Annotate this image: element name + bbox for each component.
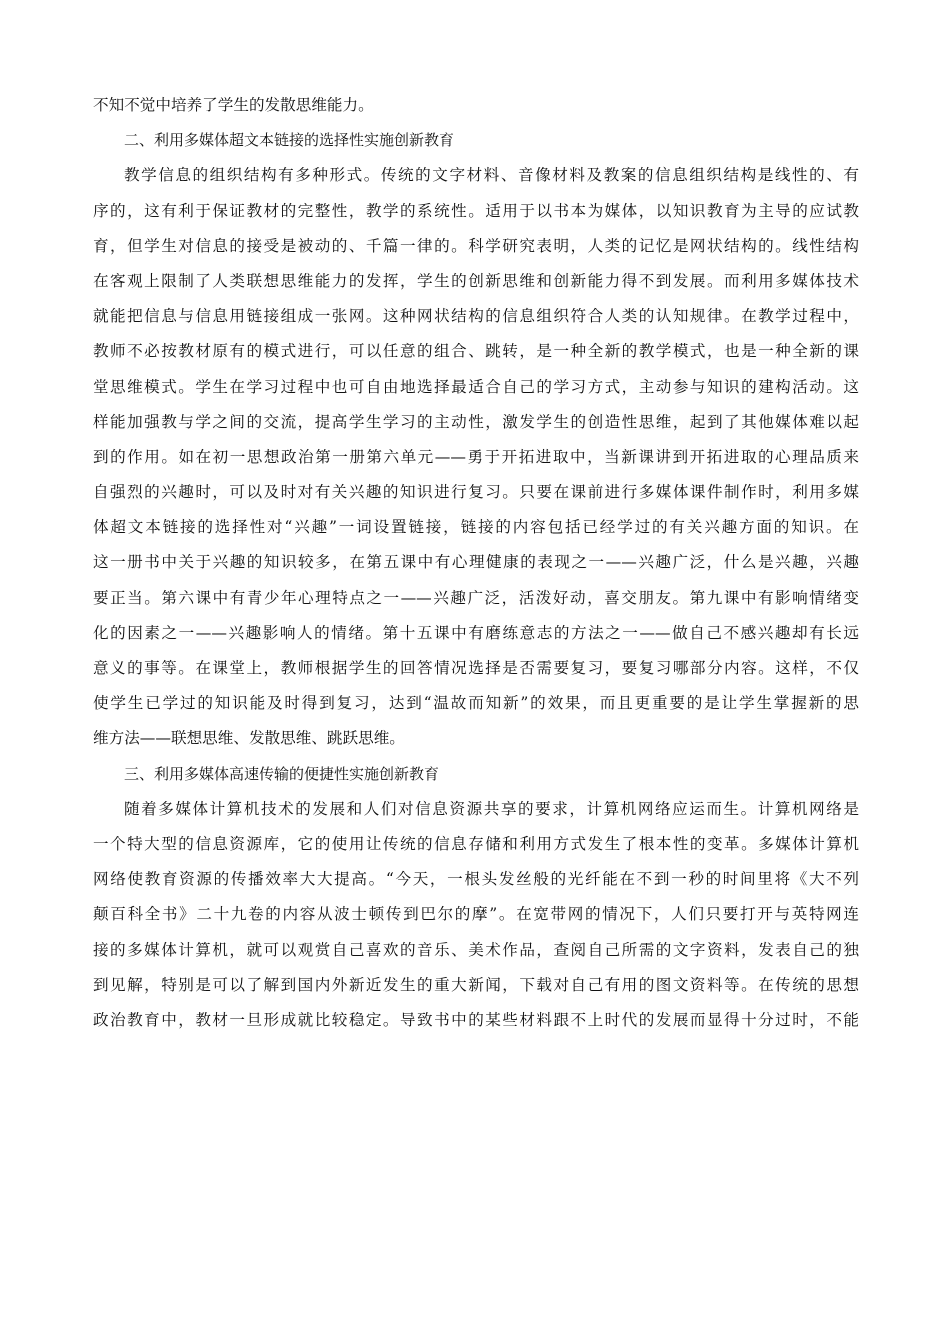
paragraph-last-line: 不知不觉中培养了学生的发散思维能力。 xyxy=(93,96,374,114)
text-line: 体超文本链接的选择性对“兴趣”一词设置链接，链接的内容包括已经学过的有关兴趣方面的知识。在 xyxy=(93,518,859,537)
paragraph-last-line: 维方法——联想思维、发散思维、跳跃思维。 xyxy=(93,729,405,748)
text-line: 到见解，特别是可以了解到国内外新近发生的重大新闻，下载对自己有用的图文资料等。在传统的思想 xyxy=(93,975,859,994)
text-line: 到的作用。如在初一思想政治第一册第六单元——勇于开拓进取中，当新课讲到开拓进取的心理品质来 xyxy=(93,447,859,466)
text-line: 这一册书中关于兴趣的知识较多，在第五课中有心理健康的表现之一——兴趣广泛，什么是兴趣，兴趣 xyxy=(93,553,859,572)
text-line: 堂思维模式。学生在学习过程中也可自由地选择最适合自己的学习方式，主动参与知识的建构活动。这 xyxy=(93,377,859,396)
text-line: 自强烈的兴趣时，可以及时对有关兴趣的知识进行复习。只要在课前进行多媒体课件制作时，利用多媒 xyxy=(93,483,859,502)
text-line: 使学生已学过的知识能及时得到复习，达到“温故而知新”的效果，而且更重要的是让学生掌握新的思 xyxy=(93,694,859,713)
text-line: 网络使教育资源的传播效率大大提高。“今天，一根头发丝般的光纤能在不到一秒的时间里将《大不列 xyxy=(93,870,859,889)
paragraph-first-line: 教学信息的组织结构有多种形式。传统的文字材料、音像材料及教案的信息组织结构是线性的、有 xyxy=(124,166,859,185)
text-line: 接的多媒体计算机，就可以观赏自己喜欢的音乐、美术作品，查阅自己所需的文字资料，发表自己的独 xyxy=(93,940,859,959)
text-line: 教师不必按教材原有的模式进行，可以任意的组合、跳转，是一种全新的教学模式，也是一种全新的课 xyxy=(93,342,859,361)
text-line: 意义的事等。在课堂上，教师根据学生的回答情况选择是否需要复习，要复习哪部分内容。这样，不仅 xyxy=(93,659,859,677)
section-heading: 三、利用多媒体高速传输的便捷性实施创新教育 xyxy=(124,764,440,783)
text-line: 化的因素之一——兴趣影响人的情绪。第十五课中有磨练意志的方法之一——做自己不感兴趣却有长远 xyxy=(93,623,859,642)
text-line: 就能把信息与信息用链接组成一张网。这种网状结构的信息组织符合人类的认知规律。在教学过程中， xyxy=(93,307,859,326)
text-line: 序的，这有利于保证教材的完整性，教学的系统性。适用于以书本为媒体，以知识教育为主导的应试教 xyxy=(93,201,859,220)
section-heading: 二、利用多媒体超文本链接的选择性实施创新教育 xyxy=(124,131,455,150)
text-line: 要正当。第六课中有青少年心理特点之一——兴趣广泛，活泼好动，喜交朋友。第九课中有影响情绪变 xyxy=(93,588,859,607)
paragraph-first-line: 随着多媒体计算机技术的发展和人们对信息资源共享的要求，计算机网络应运而生。计算机网络是 xyxy=(124,799,859,818)
text-line: 一个特大型的信息资源库，它的使用让传统的信息存储和利用方式发生了根本性的变革。多媒体计算机 xyxy=(93,834,859,853)
document-page xyxy=(93,88,859,1038)
text-line: 样能加强教与学之间的交流，提高学生学习的主动性，激发学生的创造性思维，起到了其他媒体难以起 xyxy=(93,412,859,431)
text-line: 育，但学生对信息的接受是被动的、千篇一律的。科学研究表明，人类的记忆是网状结构的。线性结构 xyxy=(93,236,859,255)
text-line: 在客观上限制了人类联想思维能力的发挥，学生的创新思维和创新能力得不到发展。而利用多媒体技术 xyxy=(93,271,859,290)
text-line: 政治教育中，教材一旦形成就比较稳定。导致书中的某些材料跟不上时代的发展而显得十分过时，不能 xyxy=(93,1010,859,1029)
text-line: 颠百科全书》二十九卷的内容从波士顿传到巴尔的摩”。在宽带网的情况下，人们只要打开与英特网连 xyxy=(93,905,859,924)
